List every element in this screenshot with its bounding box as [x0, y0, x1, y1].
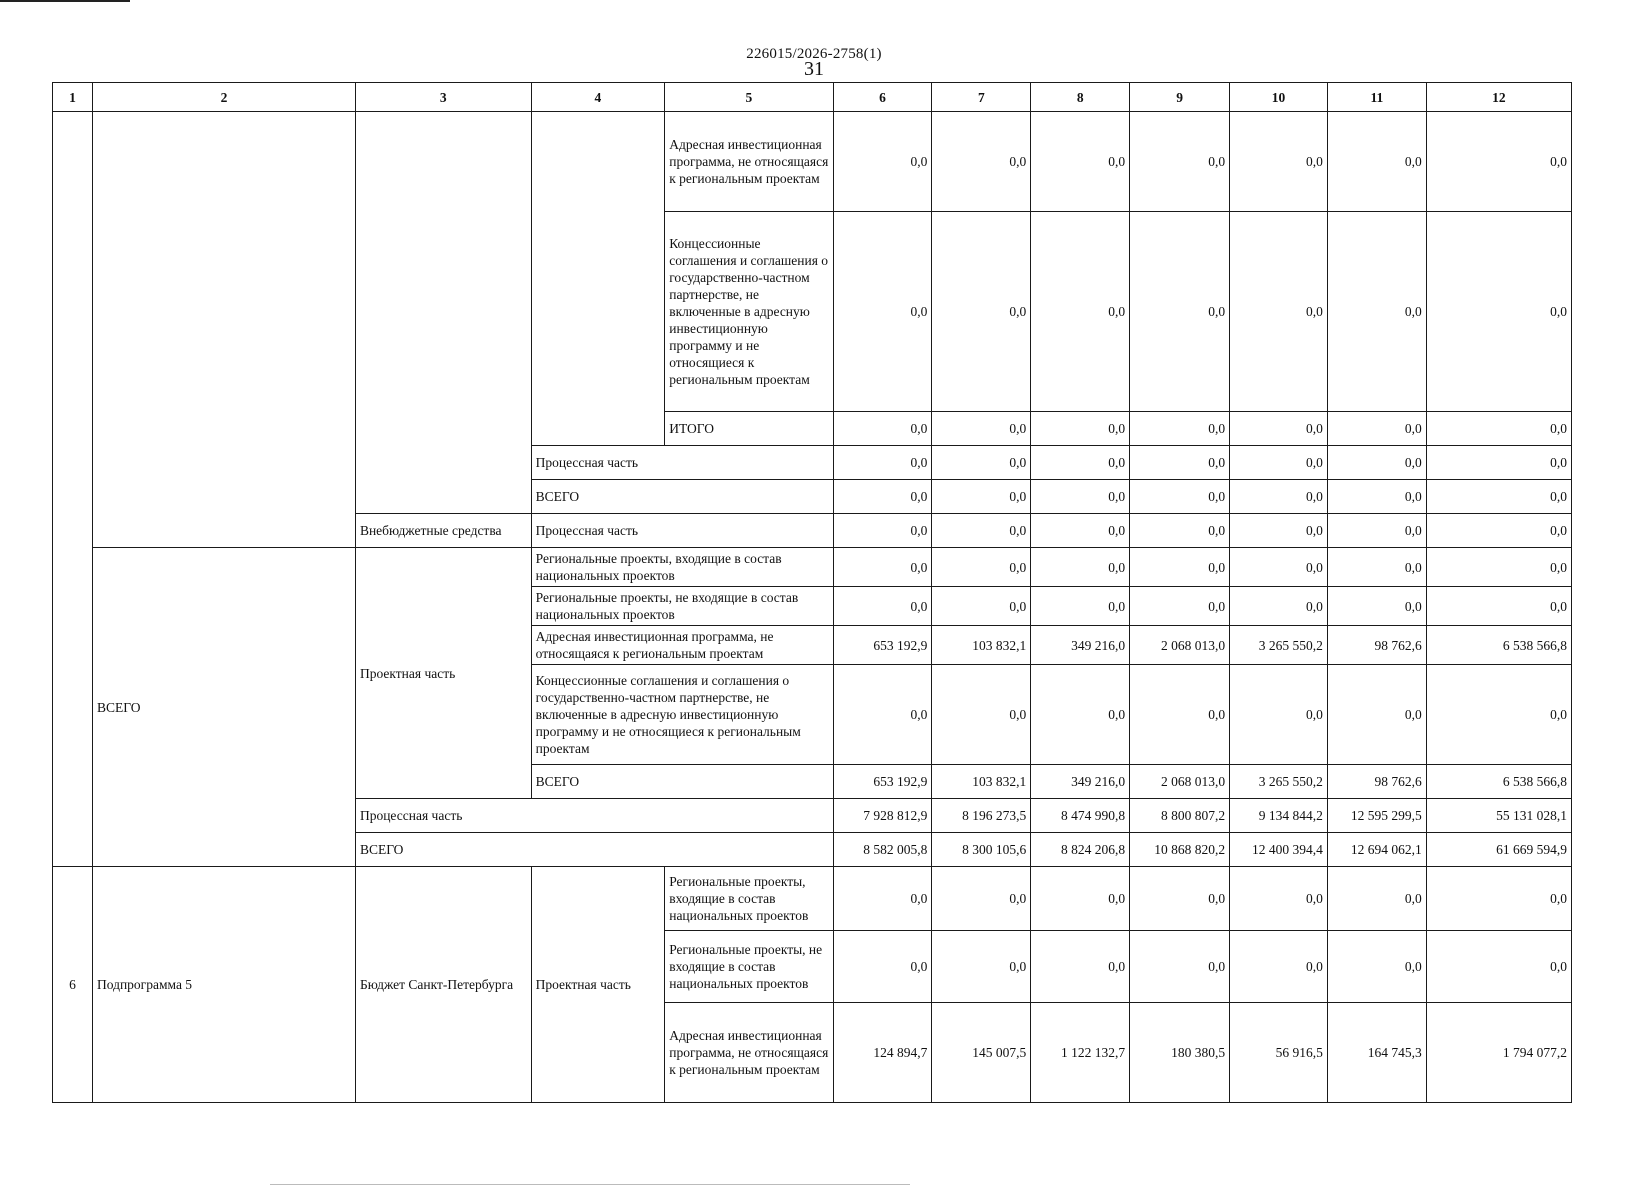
value-cell: 3 265 550,2: [1230, 765, 1328, 799]
value-cell: 8 800 807,2: [1130, 799, 1230, 833]
value-cell: 103 832,1: [932, 626, 1031, 665]
row-label: Процессная часть: [531, 514, 833, 548]
value-cell: 0,0: [932, 412, 1031, 446]
value-cell: 55 131 028,1: [1426, 799, 1571, 833]
value-cell: 0,0: [1130, 446, 1230, 480]
value-cell: 0,0: [1130, 867, 1230, 931]
value-cell: 0,0: [932, 548, 1031, 587]
value-cell: 653 192,9: [833, 626, 932, 665]
value-cell: 0,0: [1426, 480, 1571, 514]
value-cell: 0,0: [833, 514, 932, 548]
value-cell: 145 007,5: [932, 1003, 1031, 1103]
value-cell: 124 894,7: [833, 1003, 932, 1103]
value-cell: 0,0: [1130, 112, 1230, 212]
value-cell: 12 595 299,5: [1327, 799, 1426, 833]
col-header: 12: [1426, 83, 1571, 112]
row-label: Адресная инвестиционная программа, не относящаяся к региональным проектам: [531, 626, 833, 665]
col-header: 6: [833, 83, 932, 112]
value-cell: 0,0: [1130, 480, 1230, 514]
value-cell: 8 196 273,5: [932, 799, 1031, 833]
col-header: 2: [92, 83, 355, 112]
row-label: Концессионные соглашения и соглашения о государственно-частном партнерстве, не включенные в адресную инвестиционную программу и не относящиеся к региональным проектам: [531, 665, 833, 765]
value-cell: 0,0: [1230, 212, 1328, 412]
value-cell: 0,0: [1230, 587, 1328, 626]
col-header: 7: [932, 83, 1031, 112]
value-cell: 6 538 566,8: [1426, 765, 1571, 799]
value-cell: 0,0: [1327, 514, 1426, 548]
col-header: 10: [1230, 83, 1328, 112]
value-cell: 0,0: [1426, 112, 1571, 212]
value-cell: 0,0: [833, 665, 932, 765]
col-header: 5: [665, 83, 833, 112]
value-cell: 0,0: [1426, 665, 1571, 765]
row-label: ВСЕГО: [355, 833, 833, 867]
col-header: 4: [531, 83, 665, 112]
value-cell: 0,0: [1327, 212, 1426, 412]
value-cell: 0,0: [932, 112, 1031, 212]
value-cell: 0,0: [1426, 867, 1571, 931]
value-cell: 8 474 990,8: [1031, 799, 1130, 833]
value-cell: 9 134 844,2: [1230, 799, 1328, 833]
row-label: Внебюджетные средства: [355, 514, 531, 548]
part-cell: [531, 112, 665, 446]
value-cell: 0,0: [1426, 548, 1571, 587]
table-row: [53, 112, 1572, 212]
value-cell: 0,0: [1130, 587, 1230, 626]
value-cell: 0,0: [1426, 514, 1571, 548]
value-cell: 0,0: [1130, 665, 1230, 765]
value-cell: 0,0: [1426, 412, 1571, 446]
table-row: [53, 548, 1572, 587]
scan-top-line: [0, 0, 130, 2]
program-cell: [92, 112, 355, 548]
row-number-cell: [53, 112, 93, 867]
value-cell: 12 694 062,1: [1327, 833, 1426, 867]
value-cell: 0,0: [1327, 931, 1426, 1003]
value-cell: 0,0: [1327, 867, 1426, 931]
value-cell: 0,0: [1327, 112, 1426, 212]
value-cell: 0,0: [1327, 446, 1426, 480]
row-label: ВСЕГО: [531, 765, 833, 799]
value-cell: 0,0: [1230, 867, 1328, 931]
row-label: ИТОГО: [665, 412, 833, 446]
row-label: Региональные проекты, входящие в состав национальных проектов: [531, 548, 833, 587]
row-label: Концессионные соглашения и соглашения о государственно-частном партнерстве, не включенные в адресную инвестиционную программу и не относящиеся к региональным проектам: [665, 212, 833, 412]
col-header: 9: [1130, 83, 1230, 112]
row-label: Региональные проекты, входящие в состав национальных проектов: [665, 867, 833, 931]
header-row: [53, 83, 1572, 112]
value-cell: 180 380,5: [1130, 1003, 1230, 1103]
value-cell: 0,0: [1031, 931, 1130, 1003]
value-cell: 0,0: [1130, 548, 1230, 587]
value-cell: 0,0: [1426, 587, 1571, 626]
value-cell: 0,0: [1230, 112, 1328, 212]
row-label: Адресная инвестиционная программа, не относящаяся к региональным проектам: [665, 112, 833, 212]
value-cell: 0,0: [833, 480, 932, 514]
value-cell: 0,0: [1031, 867, 1130, 931]
value-cell: 0,0: [1031, 665, 1130, 765]
row-label: ВСЕГО: [531, 480, 833, 514]
row-label: Процессная часть: [355, 799, 833, 833]
value-cell: 0,0: [1426, 446, 1571, 480]
value-cell: 349 216,0: [1031, 765, 1130, 799]
subprogram-label: Подпрограмма 5: [92, 867, 355, 1103]
value-cell: 10 868 820,2: [1130, 833, 1230, 867]
value-cell: 0,0: [1031, 480, 1130, 514]
value-cell: 1 122 132,7: [1031, 1003, 1130, 1103]
value-cell: 7 928 812,9: [833, 799, 932, 833]
value-cell: 0,0: [932, 514, 1031, 548]
value-cell: 6 538 566,8: [1426, 626, 1571, 665]
value-cell: 56 916,5: [1230, 1003, 1328, 1103]
value-cell: 0,0: [1327, 412, 1426, 446]
value-cell: 0,0: [1130, 931, 1230, 1003]
table-row: [53, 867, 1572, 931]
value-cell: 0,0: [1031, 548, 1130, 587]
row-label: Региональные проекты, не входящие в состав национальных проектов: [665, 931, 833, 1003]
value-cell: 0,0: [932, 587, 1031, 626]
value-cell: 0,0: [932, 665, 1031, 765]
value-cell: 0,0: [1230, 446, 1328, 480]
value-cell: 349 216,0: [1031, 626, 1130, 665]
value-cell: 0,0: [1230, 931, 1328, 1003]
value-cell: 0,0: [1426, 931, 1571, 1003]
value-cell: 0,0: [833, 446, 932, 480]
value-cell: 653 192,9: [833, 765, 932, 799]
value-cell: 8 300 105,6: [932, 833, 1031, 867]
value-cell: 0,0: [1230, 514, 1328, 548]
col-header: 8: [1031, 83, 1130, 112]
part-label: Проектная часть: [355, 548, 531, 799]
row-label: Региональные проекты, не входящие в состав национальных проектов: [531, 587, 833, 626]
value-cell: 0,0: [1031, 587, 1130, 626]
value-cell: 0,0: [1327, 587, 1426, 626]
value-cell: 0,0: [932, 446, 1031, 480]
value-cell: 103 832,1: [932, 765, 1031, 799]
value-cell: 98 762,6: [1327, 626, 1426, 665]
value-cell: 0,0: [1130, 412, 1230, 446]
value-cell: 0,0: [1230, 548, 1328, 587]
value-cell: 8 582 005,8: [833, 833, 932, 867]
value-cell: 1 794 077,2: [1426, 1003, 1571, 1103]
value-cell: 0,0: [932, 212, 1031, 412]
value-cell: 12 400 394,4: [1230, 833, 1328, 867]
value-cell: 0,0: [1130, 212, 1230, 412]
value-cell: 61 669 594,9: [1426, 833, 1571, 867]
value-cell: 0,0: [1031, 412, 1130, 446]
scan-artifact-line: [270, 1184, 910, 1185]
value-cell: 0,0: [932, 480, 1031, 514]
value-cell: 2 068 013,0: [1130, 626, 1230, 665]
value-cell: 2 068 013,0: [1130, 765, 1230, 799]
program-label: ВСЕГО: [92, 548, 355, 867]
value-cell: 0,0: [932, 931, 1031, 1003]
value-cell: 0,0: [932, 867, 1031, 931]
value-cell: 0,0: [1031, 212, 1130, 412]
part-label: Проектная часть: [531, 867, 665, 1103]
value-cell: 0,0: [1031, 112, 1130, 212]
value-cell: 0,0: [833, 112, 932, 212]
value-cell: 0,0: [833, 587, 932, 626]
col-header: 11: [1327, 83, 1426, 112]
value-cell: 3 265 550,2: [1230, 626, 1328, 665]
value-cell: 0,0: [1327, 480, 1426, 514]
value-cell: 0,0: [1327, 665, 1426, 765]
value-cell: 8 824 206,8: [1031, 833, 1130, 867]
source-label: Бюджет Санкт-Петербурга: [355, 867, 531, 1103]
value-cell: 0,0: [1230, 480, 1328, 514]
col-header: 3: [355, 83, 531, 112]
row-label: Процессная часть: [531, 446, 833, 480]
value-cell: 0,0: [1031, 446, 1130, 480]
value-cell: 0,0: [1230, 412, 1328, 446]
value-cell: 0,0: [833, 412, 932, 446]
value-cell: 0,0: [833, 212, 932, 412]
document-id: 226015/2026-2758(1): [746, 46, 882, 62]
row-label: Адресная инвестиционная программа, не относящаяся к региональным проектам: [665, 1003, 833, 1103]
value-cell: 98 762,6: [1327, 765, 1426, 799]
value-cell: 0,0: [833, 867, 932, 931]
value-cell: 164 745,3: [1327, 1003, 1426, 1103]
value-cell: 0,0: [1230, 665, 1328, 765]
value-cell: 0,0: [833, 931, 932, 1003]
page-number: 31: [804, 58, 824, 80]
col-header: 1: [53, 83, 93, 112]
value-cell: 0,0: [833, 548, 932, 587]
row-number: 6: [53, 867, 93, 1103]
source-cell: [355, 112, 531, 514]
value-cell: 0,0: [1426, 212, 1571, 412]
budget-table: [52, 82, 1572, 1103]
value-cell: 0,0: [1031, 514, 1130, 548]
value-cell: 0,0: [1130, 514, 1230, 548]
value-cell: 0,0: [1327, 548, 1426, 587]
